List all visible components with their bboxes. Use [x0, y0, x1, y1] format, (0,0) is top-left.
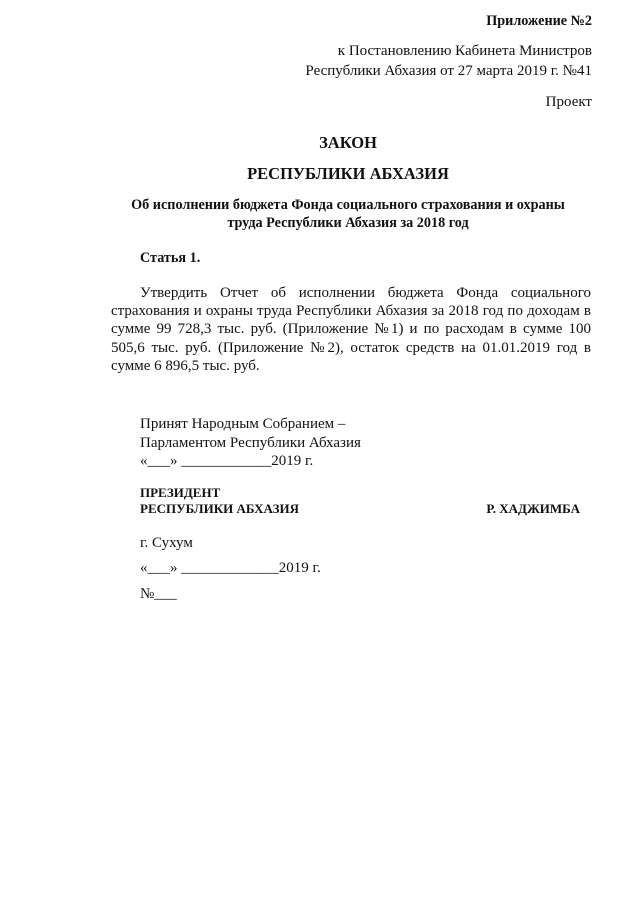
president-name: Р. ХАДЖИМБА — [486, 501, 580, 516]
city-label: г. Сухум — [140, 535, 193, 551]
law-title: ЗАКОН — [319, 133, 377, 152]
president-title-line-2: РЕСПУБЛИКИ АБХАЗИЯ — [140, 501, 299, 516]
article-heading: Статья 1. — [140, 250, 201, 266]
header-line-1: к Постановлению Кабинета Министров — [337, 43, 592, 59]
subject-line-1: Об исполнении бюджета Фонда социального страхования и охраны — [131, 197, 565, 213]
header-line-2: Республики Абхазия от 27 марта 2019 г. №41 — [305, 63, 592, 79]
adoption-line-2: Парламентом Республики Абхазия — [140, 435, 361, 451]
adoption-line-1: Принят Народным Собранием – — [140, 416, 346, 432]
draft-label: Проект — [545, 94, 592, 110]
republic-title: РЕСПУБЛИКИ АБХАЗИЯ — [247, 164, 449, 183]
article-body: Утвердить Отчет об исполнении бюджета Фонда социального страхования и охраны труда Республики Абхазия за 2018 год по доходам в сумме 99 728,3 тыс. руб. (Приложение №1) и по расходам в сумме 100 505,6 тыс. руб. (Приложение №2), остаток средств на 01.01.2019 год в сумме 6 896,5 тыс. руб. — [111, 285, 591, 374]
appendix-label: Приложение №2 — [486, 13, 592, 29]
adoption-date: «___» ____________2019 г. — [140, 453, 314, 469]
footer-date: «___» _____________2019 г. — [140, 560, 321, 576]
document-number: №___ — [140, 586, 177, 602]
president-title-line-1: ПРЕЗИДЕНТ — [140, 485, 221, 500]
subject-line-2: труда Республики Абхазия за 2018 год — [227, 215, 469, 231]
